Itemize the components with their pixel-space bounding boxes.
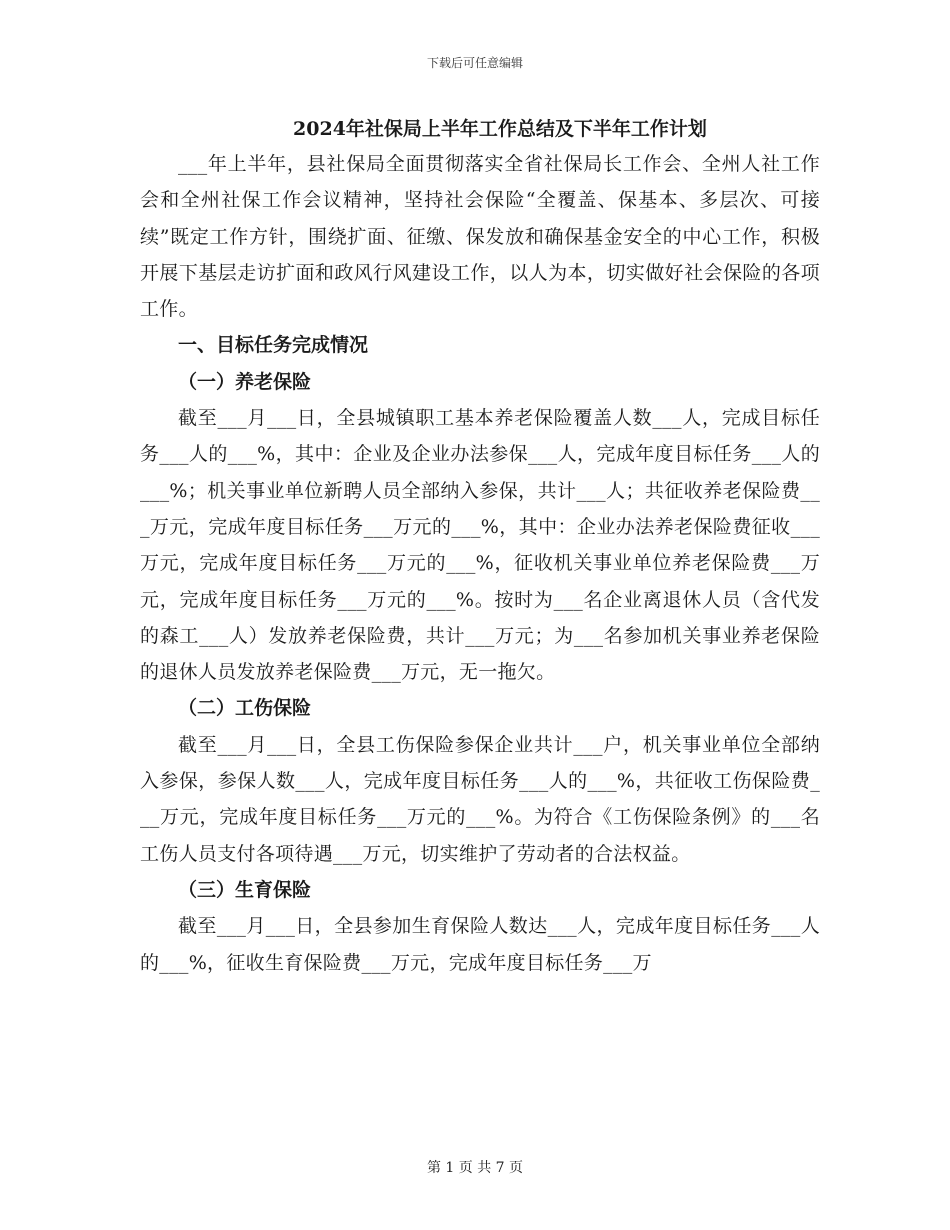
pension-paragraph: 截至___月___日，全县城镇职工基本养老保险覆盖人数___人，完成目标任务___人的___%，其中：企业及企业办法参保___人，完成年度目标任务___人的___%；机关事业单位新聘人员全部纳入参保，共计___人；共征收养老保险费___万元，完成年度目标任务___万元的___%，其中：企业办法养老保险费征收___万元，完成年度目标任务___万元的___%，征收机关事业单位养老保险费___万元，完成年度目标任务___万元的___%。按时为___名企业离退休人员（含代发的森工___人）发放养老保险费，共计___万元；为___名参加机关事业养老保险的退休人员发放养老保险费___万元，无一拖欠。 xyxy=(140,407,820,684)
maternity-paragraph: 截至___月___日，全县参加生育保险人数达___人，完成年度目标任务___人的___%，征收生育保险费___万元，完成年度目标任务___万 xyxy=(140,915,820,974)
intro-paragraph: ___年上半年，县社保局全面贯彻落实全省社保局长工作会、全州人社工作会和全州社保工作会议精神，坚持社会保险“全覆盖、保基本、多层次、可接续”既定工作方针，围绕扩面、征缴、保发放和确保基金安全的中心工作，积极开展下基层走访扩面和政风行风建设工作，以人为本，切实做好社会保险的各项工作。 xyxy=(140,153,820,321)
section-heading-targets: 一、目标任务完成情况 xyxy=(178,334,369,357)
subheading-maternity-insurance: （三）生育保险 xyxy=(178,878,312,901)
document-title: 2024年社保局上半年工作总结及下半年工作计划 xyxy=(293,118,707,140)
page-footer: 第 1 页 共 7 页 xyxy=(426,1160,524,1176)
injury-paragraph: 截至___月___日，全县工伤保险参保企业共计___户，机关事业单位全部纳入参保，参保人数___人，完成年度目标任务___人的___%，共征收工伤保险费___万元，完成年度目标任务___万元的___%。为符合《工伤保险条例》的___名工伤人员支付各项待遇___万元，切实维护了劳动者的合法权益。 xyxy=(140,733,820,865)
subheading-pension-insurance: （一）养老保险 xyxy=(178,370,312,393)
document-body xyxy=(140,112,820,981)
header-note: 下载后可任意编辑 xyxy=(426,56,523,70)
subheading-injury-insurance: （二）工伤保险 xyxy=(178,697,312,720)
